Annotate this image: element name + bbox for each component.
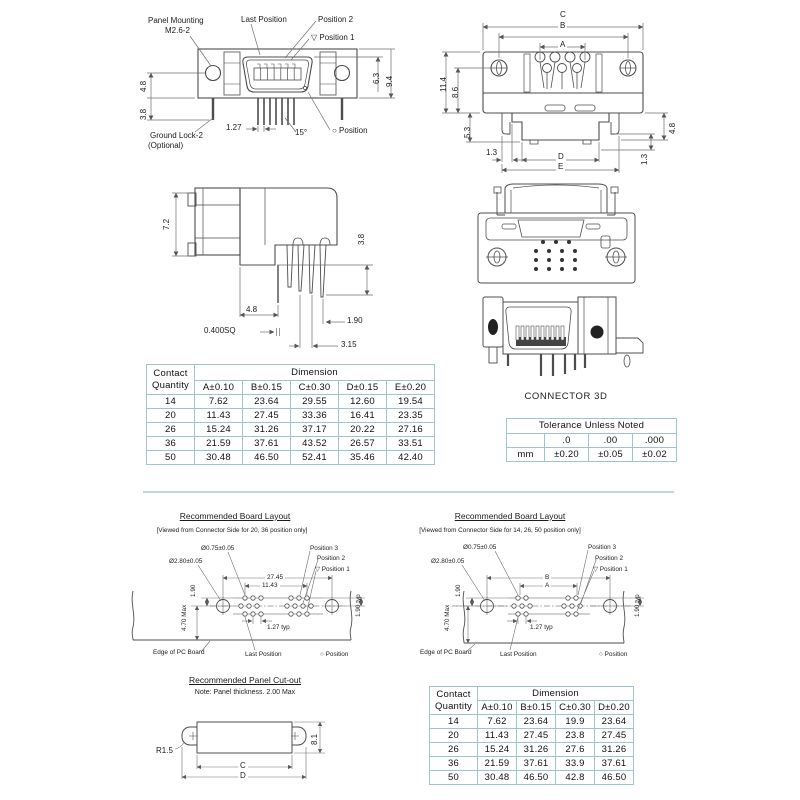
board-layout-right: [400, 505, 695, 670]
last-position-label: Last Position: [241, 15, 287, 24]
table-row: 50 30.48 46.50 52.41 35.46 42.40: [147, 451, 435, 465]
hole-small-label: Ø0.75±0.05: [463, 544, 497, 551]
dim-11-4: 11.4: [439, 77, 448, 92]
position-marker-label: ○ Position: [320, 651, 349, 658]
tolerance-title: Tolerance Unless Noted: [507, 419, 677, 434]
section-divider: [143, 491, 674, 493]
col-b: B±0.15: [517, 701, 556, 715]
board-layout-subtitle: [Viewed from Connector Side for 14, 26, 50 position only]: [419, 527, 581, 534]
mating-face: [195, 188, 240, 255]
bottom-table: [429, 686, 634, 785]
table-row: 14 7.62 23.64 19.9 23.64: [430, 715, 634, 729]
d-sub-shroud: [243, 57, 312, 92]
group-header: Dimension: [195, 365, 435, 381]
bottom-dimension-table: [429, 686, 634, 785]
main-dimension-table: [146, 364, 435, 465]
rear-view-drawing: [438, 10, 693, 180]
dim-pitch-label: 1.27 typ: [267, 624, 290, 631]
dim-c: C: [560, 10, 566, 19]
dim-c: C: [240, 761, 246, 770]
dim-3-15: 3.15: [341, 340, 357, 349]
position-1-label: ▽ Position 1: [315, 566, 350, 573]
dimension-lines: [172, 193, 373, 348]
position-2-label: Position 2: [318, 15, 354, 24]
dim-7-2: 7.2: [162, 218, 171, 230]
dim-1-27: 1.27: [226, 123, 242, 132]
side-view-drawing: [162, 173, 407, 365]
dim-9-4: 9.4: [385, 75, 394, 87]
ground-lock-label2: (Optional): [148, 141, 184, 150]
main-table: [146, 364, 435, 465]
position-marker-label: ○ Position: [332, 126, 368, 135]
position-1-label: ▽ Position 1: [593, 566, 628, 573]
connector-3d-caption: CONNECTOR 3D: [524, 391, 608, 402]
board-edge-right: [623, 591, 625, 643]
radius-label: R1.5: [156, 746, 173, 755]
dim-3-8: 3.8: [139, 108, 148, 120]
col-b: B±0.15: [243, 381, 291, 395]
group-header: Dimension: [478, 687, 634, 701]
col-d: D±0.15: [339, 381, 387, 395]
panel-mounting-label: Panel Mounting: [148, 16, 204, 25]
dim-row-typ-label: 1.90 typ: [634, 594, 641, 617]
bottom-iso-view: [483, 297, 643, 376]
tolerance-value-row: mm ±0.20 ±0.05 ±0.02: [507, 448, 677, 462]
panel-mount-hole-right: [335, 66, 350, 81]
position-2-label: Position 2: [595, 555, 624, 562]
position-1-label: ▽ Position 1: [311, 33, 355, 42]
dim-0-400sq: 0.400SQ: [204, 326, 236, 335]
table-row: 20 11.43 27.45 23.8 27.45: [430, 729, 634, 743]
dim-d: D: [240, 771, 246, 780]
table-row: 36 21.59 37.61 43.52 26.57 33.51: [147, 437, 435, 451]
last-position-label: Last Position: [245, 651, 282, 658]
col-a: A±0.10: [478, 701, 517, 715]
dim-4-8: 4.8: [246, 305, 258, 314]
table-row: 14 7.62 23.64 29.55 12.60 19.54: [147, 395, 435, 409]
ground-lock-label: Ground Lock-2: [150, 131, 203, 140]
dim-edge-label: 4.70 Max: [181, 604, 188, 631]
position-marker-label: ○ Position: [599, 651, 628, 658]
dim-row-label: 1.90: [190, 584, 197, 597]
dim-1-3-left: 1.3: [486, 148, 498, 157]
col-a: A±0.10: [195, 381, 243, 395]
cutout-body: [197, 722, 292, 753]
dim-a: A: [560, 40, 566, 49]
dim-5-3: 5.3: [463, 126, 472, 138]
dim-3-8: 3.8: [357, 233, 366, 245]
shell-body: [198, 49, 357, 98]
col-d: D±0.20: [595, 701, 634, 715]
col-c: C±0.30: [291, 381, 339, 395]
panel-mounting-label2: M2.6-2: [165, 26, 190, 35]
tolerance-table-block: [506, 418, 677, 462]
hole-small-label: Ø0.75±0.05: [201, 545, 235, 552]
dim-inner-label: A: [545, 582, 550, 589]
table-row: 26 15.24 31.26 27.6 31.26: [430, 743, 634, 757]
dim-inner-label: 11.43: [262, 582, 278, 589]
contacts: [535, 52, 590, 89]
contact-dots: [534, 240, 577, 271]
dim-d: D: [558, 152, 564, 161]
dim-row-label: 1.90: [455, 584, 462, 597]
dim-8-1: 8.1: [310, 733, 319, 745]
hole-large-label: Ø2.80±0.05: [431, 558, 465, 565]
dim-pitch-label: 1.27 typ: [530, 624, 553, 631]
panel-mount-hole-left: [206, 66, 221, 81]
dimension-lines: [439, 23, 668, 173]
panel-cutout-drawing: [120, 672, 395, 794]
dim-e: E: [558, 162, 564, 171]
col-e: E±0.20: [387, 381, 435, 395]
panel-cutout-title: Recommended Panel Cut-out: [189, 675, 301, 685]
position-3-label: Position 3: [588, 544, 617, 551]
board-layout-subtitle: [Viewed from Connector Side for 20, 36 position only]: [156, 527, 308, 534]
board-edge-right: [350, 591, 352, 640]
board-layout-title: Recommended Board Layout: [454, 511, 566, 521]
dim-outer-label: 27.45: [267, 574, 283, 581]
edge-of-pc-board-label: Edge of PC Board: [153, 649, 205, 656]
table-row: 36 21.59 37.61 33.9 37.61: [430, 757, 634, 771]
solder-pins: [213, 98, 342, 125]
corner-header: Contact Quantity: [430, 687, 478, 715]
position-2-label: Position 2: [317, 555, 346, 562]
side-view-art: [162, 173, 407, 365]
corner-header: Contact Quantity: [147, 365, 195, 395]
top-iso-view: [478, 184, 635, 283]
position-3-label: Position 3: [310, 545, 339, 552]
dim-1-3-right: 1.3: [640, 153, 649, 165]
pins: [508, 354, 585, 376]
dim-outer-label: B: [545, 574, 550, 581]
board-edge-left: [132, 591, 134, 640]
dim-edge-label: 4.70 Max: [444, 604, 451, 631]
panel-cutout-note: Note: Panel thickness. 2.00 Max: [194, 689, 296, 696]
shell-body: [483, 52, 643, 113]
board-layout-title: Recommended Board Layout: [179, 511, 291, 521]
boot: [512, 113, 609, 140]
table-row: 20 11.43 27.45 33.36 16.41 23.35: [147, 409, 435, 423]
dim-4-8-right: 4.8: [668, 122, 677, 134]
legs: [278, 245, 326, 303]
connector-3d-art: [438, 180, 693, 412]
dimension-lines: [147, 21, 395, 132]
edge-of-pc-board-label: Edge of PC Board: [420, 649, 472, 656]
dim-b: B: [560, 21, 566, 30]
dim-6-3: 6.3: [372, 72, 381, 84]
dim-row-typ-label: 1.90 typ: [355, 594, 362, 617]
board-edge-left: [463, 591, 465, 643]
shell-body: [478, 213, 635, 283]
front-view-drawing: [133, 8, 418, 170]
last-position-label: Last Position: [500, 651, 537, 658]
connector-3d-drawing: [438, 180, 693, 412]
col-c: C±0.30: [556, 701, 595, 715]
tolerance-header-row: .0 .00 .000: [507, 434, 677, 448]
dim-1-90: 1.90: [347, 316, 363, 325]
dim-4-8: 4.8: [139, 80, 148, 92]
dim-8-6: 8.6: [451, 86, 460, 98]
tolerance-table: [506, 418, 677, 462]
table-row: 50 30.48 46.50 42.8 46.50: [430, 771, 634, 785]
dim-15deg: 15°: [295, 128, 308, 137]
hole-large-label: Ø2.80±0.05: [169, 558, 203, 565]
table-row: 26 15.24 31.26 37.17 20.22 27.16: [147, 423, 435, 437]
board-layout-left: [95, 505, 395, 670]
